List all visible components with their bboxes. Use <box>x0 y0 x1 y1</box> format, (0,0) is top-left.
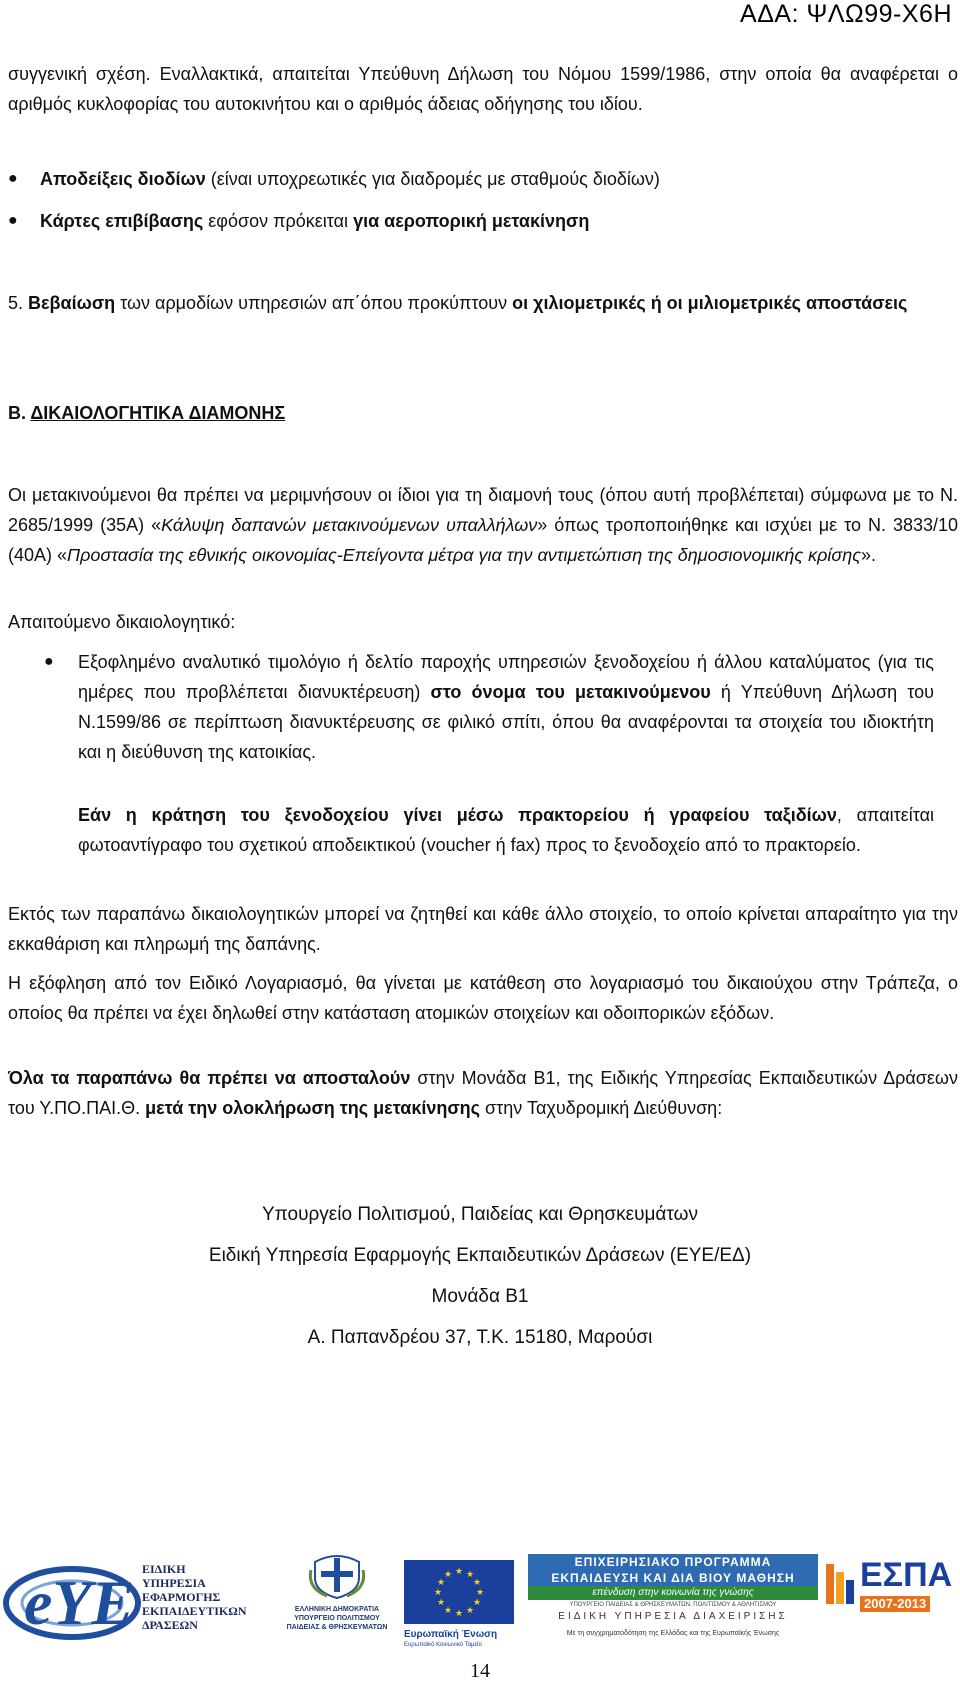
address-line-4: Α. Παπανδρέου 37, Τ.Κ. 15180, Μαρούσι <box>307 1327 653 1348</box>
greek-emblem-icon <box>307 1548 367 1600</box>
bullet-dot-icon: ● <box>8 170 18 187</box>
page-number: 14 <box>470 1660 490 1682</box>
ada-code: ΑΔΑ: ΨΛΩ99-Χ6Η <box>740 0 952 28</box>
svg-text:★: ★ <box>465 1570 475 1580</box>
paragraph-other-docs: Εκτός των παραπάνω δικαιολογητικών μπορεί να ζητηθεί και κάθε άλλο στοιχείο, το οποίο κρίνεται απαραίτητο για την εκκαθάριση και πληρωμή της δαπάνης. <box>8 904 958 954</box>
svg-text:★: ★ <box>454 1567 464 1577</box>
op-logo: ΕΠΙΧΕΙΡΗΣΙΑΚΟ ΠΡΟΓΡΑΜΜΑ ΕΚΠΑΙΔΕΥΣΗ ΚΑΙ ΔΙΑ ΒΙΟΥ ΜΑΘΗΣΗ επένδυση στην κοινωνία της γνώσης ΥΠΟΥΡΓΕΙΟ ΠΑΙΔΕΙΑΣ & ΘΡΗΣΚΕΥΜΑΤΩΝ, ΠΟΛΙΤΙΣΜΟΥ & ΑΘΛΗΤΙΣΜΟΥ ΕΙΔΙΚΗ ΥΠΗΡΕΣΙΑ ΔΙΑΧΕΙΡΙΣΗΣ Με τη συγχρηματοδότηση της Ελλάδας και της Ευρωπαϊκής Ένωσης <box>528 1554 818 1648</box>
section-b-heading: Β. ΔΙΚΑΙΟΛΟΓΗΤΙΚΑ ΔΙΑΜΟΝΗΣ <box>8 403 286 423</box>
svg-text:eYE: eYE <box>24 1567 135 1638</box>
paragraph-payment: Η εξόφληση από τον Ειδικό Λογαριασμό, θα γίνεται με κατάθεση στο λογαριασμό του δικαιούχου στην Τράπεζα, ο οποίος θα πρέπει να έχει δηλωθεί στην κατάσταση ατομικών στοιχείων και οδοιπορικών εξόδων. <box>8 973 958 1023</box>
agency-note: Εάν η κράτηση του ξενοδοχείου γίνει μέσω πρακτορείου ή γραφείου ταξιδίων, απαιτείται φωτοαντίγραφο του σχετικού αποδεικτικού (voucher ή fax) προς το ξενοδοχείο από το πρακτορείο. <box>78 805 934 855</box>
paragraph-relation: συγγενική σχέση. Εναλλακτικά, απαιτείται Υπεύθυνη Δήλωση του Νόμου 1599/1986, στην οποία θα αναφέρεται ο αριθμός κυκλοφορίας του αυτοκινήτου και ο αριθμός άδειας οδήγησης του ιδίου. <box>8 64 958 114</box>
svg-text:★: ★ <box>443 1570 453 1580</box>
svg-text:★: ★ <box>436 1578 446 1588</box>
eu-flag-icon <box>404 1560 514 1624</box>
address-line-1: Υπουργείο Πολιτισμού, Παιδείας και Θρησκευμάτων <box>262 1204 698 1225</box>
bullet-dot-icon: ● <box>8 212 18 229</box>
paragraph-accommodation: Οι μετακινούμενοι θα πρέπει να μεριμνήσουν οι ίδιοι για τη διαμονή τους (όπου αυτή προβλέπεται) σύμφωνα με το Ν. 2685/1999 (35Α) «Κάλυψη δαπανών μετακινούμενων υπαλλήλων» όπως τροποποιήθηκε και ισχύει με το Ν. 3833/10 (40Α) «Προστασία της εθνικής οικονομίας-Επείγοντα μέτρα για την αντιμετώπιση της δημοσιονομικής κρίσης». <box>8 485 959 565</box>
svg-text:★: ★ <box>454 1609 464 1619</box>
bullet-invoice: ● Εξοφλημένο αναλυτικό τιμολόγιο ή δελτίο παροχής υπηρεσιών ξενοδοχείου ή άλλου καταλύματος (για τις ημέρες που προβλέπεται διανυκτέρευση) στο όνομα του μετακινούμενου ή Υπεύθυνη Δήλωση του Ν.1599/86 σε περίπτωση διανυκτέρευσης σε φιλικό σπίτι, όπου θα αναφέρονται τα στοιχεία του ιδιοκτήτη και η διεύθυνση της κατοικίας. <box>8 647 958 767</box>
eye-text: ΕΙΔΙΚΗ ΥΠΗΡΕΣΙΑ ΕΦΑΡΜΟΓΗΣ ΕΚΠΑΙΔΕΥΤΙΚΩΝ ΔΡΑΣΕΩΝ <box>142 1562 247 1632</box>
svg-text:★: ★ <box>475 1588 485 1598</box>
bullet-dot-icon: ● <box>44 653 54 670</box>
svg-text:★: ★ <box>433 1588 443 1598</box>
svg-text:★: ★ <box>472 1578 482 1588</box>
bullet-tolls: ● Αποδείξεις διοδίων (είναι υποχρεωτικές για διαδρομές με σταθμούς διοδίων) <box>8 164 958 194</box>
svg-text:★: ★ <box>436 1598 446 1608</box>
bullet-boarding: ● Κάρτες επιβίβασης εφόσον πρόκειται για αεροπορική μετακίνηση <box>8 206 958 236</box>
paragraph-send: Όλα τα παραπάνω θα πρέπει να αποσταλούν στην Μονάδα Β1, της Ειδικής Υπηρεσίας Εκπαιδευτικών Δράσεων του Υ.ΠΟ.ΠΑΙ.Θ. μετά την ολοκλήρωση της μετακίνησης στην Ταχυδρομική Διεύθυνση: <box>8 1068 958 1118</box>
svg-text:★: ★ <box>443 1606 453 1616</box>
ministry-logo: ΕΛΛΗΝΙΚΗ ΔΗΜΟΚΡΑΤΙΑ ΥΠΟΥΡΓΕΙΟ ΠΟΛΙΤΙΣΜΟΥ ΠΑΙΔΕΙΑΣ & ΘΡΗΣΚΕΥΜΑΤΩΝ <box>272 1548 402 1648</box>
address-line-2: Ειδική Υπηρεσία Εφαρμογής Εκπαιδευτικών Δράσεων (ΕΥΕ/ΕΔ) <box>208 1245 752 1266</box>
eye-logo <box>2 1548 252 1648</box>
item-5: 5. Βεβαίωση των αρμοδίων υπηρεσιών απ΄όπου προκύπτουν οι χιλιομετρικές ή οι μιλιομετρικές αποστάσεις <box>8 293 908 313</box>
svg-text:★: ★ <box>465 1606 475 1616</box>
espa-flame-icon <box>826 1560 858 1606</box>
espa-logo: ΕΣΠΑ 2007-2013 <box>826 1554 956 1644</box>
footer-logos <box>0 1540 960 1650</box>
svg-text:★: ★ <box>472 1598 482 1608</box>
eye-logo-icon <box>2 1548 142 1648</box>
required-label: Απαιτούμενο δικαιολογητικό: <box>8 612 236 632</box>
address-line-3: Μονάδα Β1 <box>431 1286 529 1307</box>
eu-logo: ★ ★ ★ ★ ★ ★ ★ ★ ★ ★ ★ ★ Ευρωπαϊκή Ένωση Ευρωπαϊκό Κοινωνικό Ταμείο <box>404 1560 520 1650</box>
